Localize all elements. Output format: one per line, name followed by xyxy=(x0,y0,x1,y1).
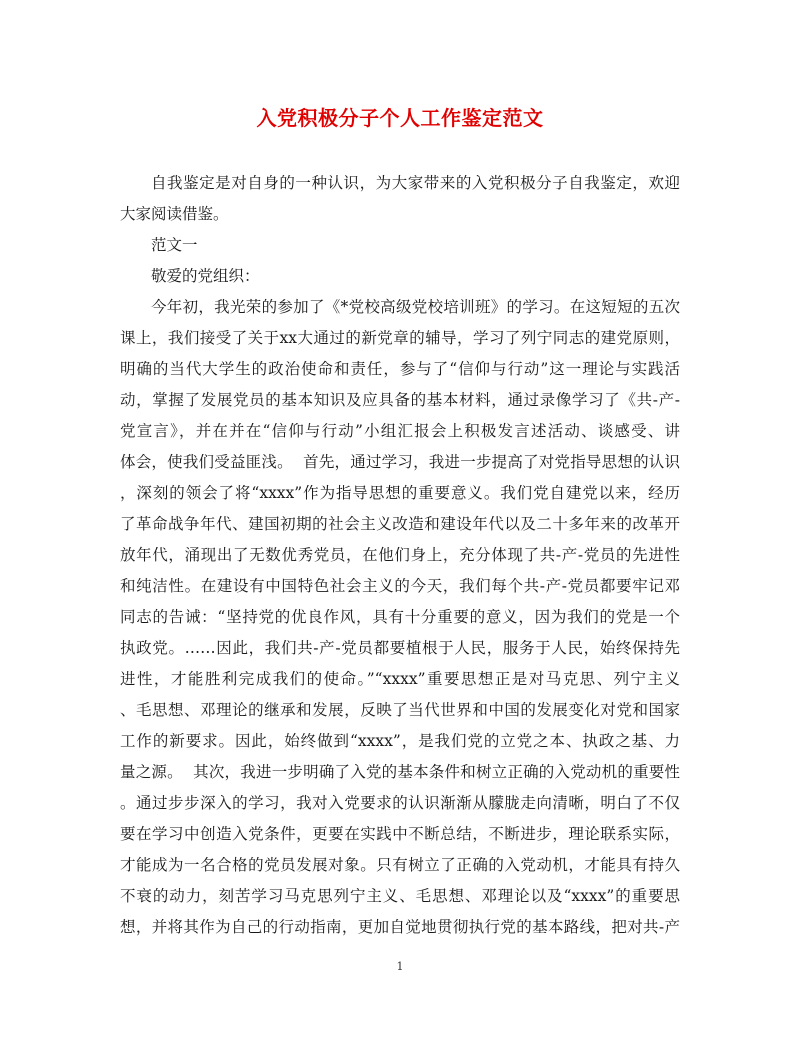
paragraph-line: 。通过步步深入的学习，我对入党要求的认识渐渐从朦胧走向清晰，明白了不仅 xyxy=(120,794,680,812)
paragraph-line: 党宣言》，并在并在“信仰与行动”小组汇报会上积极发言述活动、谈感受、讲 xyxy=(120,422,680,440)
paragraph-line: 动，掌握了发展党员的基本知识及应具备的基本材料，通过录像学习了《共-产- xyxy=(120,391,680,409)
paragraph-line: 工作的新要求。因此，始终做到“xxxx”，是我们党的立党之本、执政之基、力 xyxy=(120,732,680,750)
paragraph-line: 执政党。……因此，我们共-产-党员都要植根于人民，服务于人民，始终保持先 xyxy=(120,639,680,657)
paragraph-line: 同志的告诫：“坚持党的优良作风，具有十分重要的意义，因为我们的党是一个 xyxy=(120,608,680,626)
paragraph-line: 明确的当代大学生的政治使命和责任，参与了“信仰与行动”这一理论与实践活 xyxy=(120,360,680,378)
page-number: 1 xyxy=(396,960,404,973)
paragraph-line: ，深刻的领会了将“xxxx”作为指导思想的重要意义。我们党自建党以来，经历 xyxy=(120,484,680,502)
paragraph-line: 放年代，涌现出了无数优秀党员，在他们身上，充分体现了共-产-党员的先进性 xyxy=(120,546,680,564)
paragraph-line: 、毛思想、邓理论的继承和发展，反映了当代世界和中国的发展变化对党和国家 xyxy=(120,701,680,719)
paragraph-line: 课上，我们接受了关于xx大通过的新党章的辅导，学习了列宁同志的建党原则， xyxy=(120,329,680,347)
paragraph-line: 体会，使我们受益匪浅。 首先，通过学习，我进一步提高了对党指导思想的认识 xyxy=(120,453,680,471)
paragraph-line: 自我鉴定是对自身的一种认识，为大家带来的入党积极分子自我鉴定，欢迎 xyxy=(151,174,680,192)
paragraph-line: 今年初，我光荣的参加了《*党校高级党校培训班》的学习。在这短短的五次 xyxy=(151,298,680,316)
paragraph-line: 才能成为一名合格的党员发展对象。只有树立了正确的入党动机，才能具有持久 xyxy=(120,856,680,874)
paragraph-line: 和纯洁性。在建设有中国特色社会主义的今天，我们每个共-产-党员都要牢记邓 xyxy=(120,577,680,595)
paragraph-line: 想，并将其作为自己的行动指南，更加自觉地贯彻执行党的基本路线，把对共-产 xyxy=(120,918,680,936)
paragraph-line: 要在学习中创造入党条件，更要在实践中不断总结，不断进步，理论联系实际， xyxy=(120,825,680,843)
paragraph-line: 进性，才能胜利完成我们的使命。”“xxxx”重要思想正是对马克思、列宁主义 xyxy=(120,670,680,688)
document-title: 入党积极分子个人工作鉴定范文 xyxy=(256,106,544,130)
paragraph-line: 范文一 xyxy=(151,236,198,254)
paragraph-line: 不衰的动力，刻苦学习马克思列宁主义、毛思想、邓理论以及“xxxx”的重要思 xyxy=(120,887,680,905)
salutation-line: 敬爱的党组织： xyxy=(151,267,260,285)
paragraph-line: 大家阅读借鉴。 xyxy=(120,205,229,223)
paragraph-line: 了革命战争年代、建国初期的社会主义改造和建设年代以及二十多年来的改革开 xyxy=(120,515,680,533)
paragraph-line: 量之源。 其次，我进一步明确了入党的基本条件和树立正确的入党动机的重要性 xyxy=(120,763,680,781)
